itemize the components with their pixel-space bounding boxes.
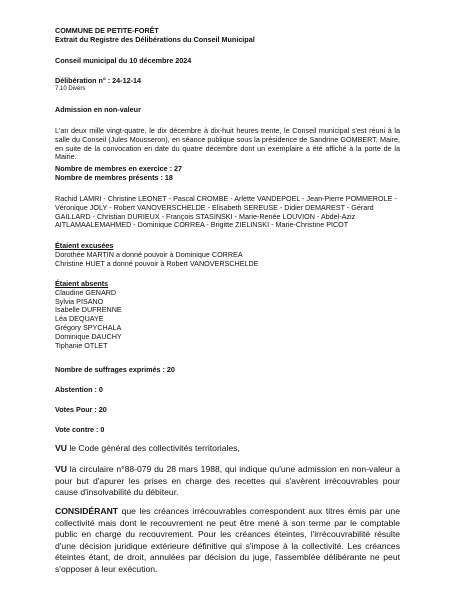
absent-name: Isabelle DUFRENNE [55, 305, 122, 315]
absent-block [55, 280, 400, 350]
vu-code-text: le Code général des collectivités territoriales, [66, 443, 240, 453]
absent-name: Léa DEQUAYE [55, 314, 104, 324]
votes-for-count: Votes Pour : 20 [55, 405, 107, 414]
deliberation-subject: Admission en non-valeur [55, 105, 141, 114]
deliberation-number: Délibération n° : 24-12-14 [55, 76, 141, 85]
absent-name: Claudine GENARD [55, 287, 117, 297]
deliberation-category: 7.10 Divers [55, 85, 86, 92]
excused-title: Étaient excusées [55, 241, 114, 250]
suffrages-count: Nombre de suffrages exprimés : 20 [55, 365, 175, 374]
vu-label: VU [55, 464, 67, 474]
votes-against-count: Vote contre : 0 [55, 425, 105, 434]
vu-circulaire-paragraph [55, 464, 400, 499]
members-present: Nombre de membres présents : 18 [55, 172, 173, 182]
absent-name: Dominique DAUCHY [55, 331, 122, 341]
vu-code-paragraph [55, 443, 400, 455]
absent-name: Grégory SPYCHALA [55, 322, 122, 332]
member-counts [55, 165, 400, 183]
intro-paragraph: L'an deux mille vingt-quatre, le dix décembre à dix-huit heures trente, le Conseil municipal s'est réuni à la salle du Conseil (Jules Mousseron), en séance publique sous la présidence de Sandrine GOMBERT, Maire, en suite de la convocation en date du quatre décembre dont un exemplaire a été affiché à la porte de la Mairie. [55, 126, 400, 162]
abstention-count: Abstention : 0 [55, 385, 103, 394]
excused-line: Dorothée MARTIN a donné pouvoir à Dominique CORREA [55, 249, 243, 259]
excused-block [55, 242, 400, 268]
absent-name: Sylvia PISANO [55, 296, 104, 306]
header-block [55, 27, 400, 45]
considerant-text: que les créances irrécouvrables correspondent aux titres émis par une collectivité mais dont le recouvrement ne peut être mené à son terme par le comptable public en charge du recouvrement. Pour les créances éteintes, l'irrécouvrabilité résulte d'une décision juridique extérieure définitive qui s'impose à la collectivité. Les créances éteintes étant, de droit, annulées par décision du juge, l'assemblée délibérante ne peut s'opposer à leur exécution. [55, 506, 400, 574]
vu-circulaire-text: la circulaire n°88-079 du 28 mars 1988, qui indique qu'une admission en non-valeur a pour but d'apurer les prises en charge des recettes qui s'avèrent irrécouvrables pour cause d'insolvabilité du débiteur. [55, 464, 400, 498]
excused-line: Christine HUET a donné pouvoir à Robert VANOVERSCHELDE [55, 258, 259, 268]
register-extract-title: Extrait du Registre des Délibérations du Conseil Municipal [55, 34, 255, 44]
meeting-title: Conseil municipal du 10 décembre 2024 [55, 56, 192, 65]
absent-title: Étaient absents [55, 279, 109, 288]
absent-name: Tiphanie OTLET [55, 340, 108, 350]
present-members-list: Rachid LAMRI - Christine LEONET - Pascal CROMBE - Arlette VANDEPOEL - Jean-Pierre POMMEROLE - Véronique JOLY - Robert VANOVERSCHELDE - Elisabeth SEREUSE - Didier DEMAREST - Gérard GAILLARD - Christian DURIEUX - François STASINSKI - Marie-Renée LOUVION - Abdel-Aziz AITLAMAALEMAHMED - Dominique CORREA - Brigitte ZIELINSKI - Marie-Christine PICOT [55, 194, 397, 230]
considerant-paragraph [55, 506, 400, 576]
vu-label: VU [55, 443, 67, 453]
commune-name: COMMUNE DE PETITE-FORÊT [55, 26, 159, 35]
considerant-label: CONSIDÉRANT [55, 506, 119, 516]
deliberation-block [55, 77, 400, 93]
members-in-office: Nombre de membres en exercice : 27 [55, 164, 183, 173]
